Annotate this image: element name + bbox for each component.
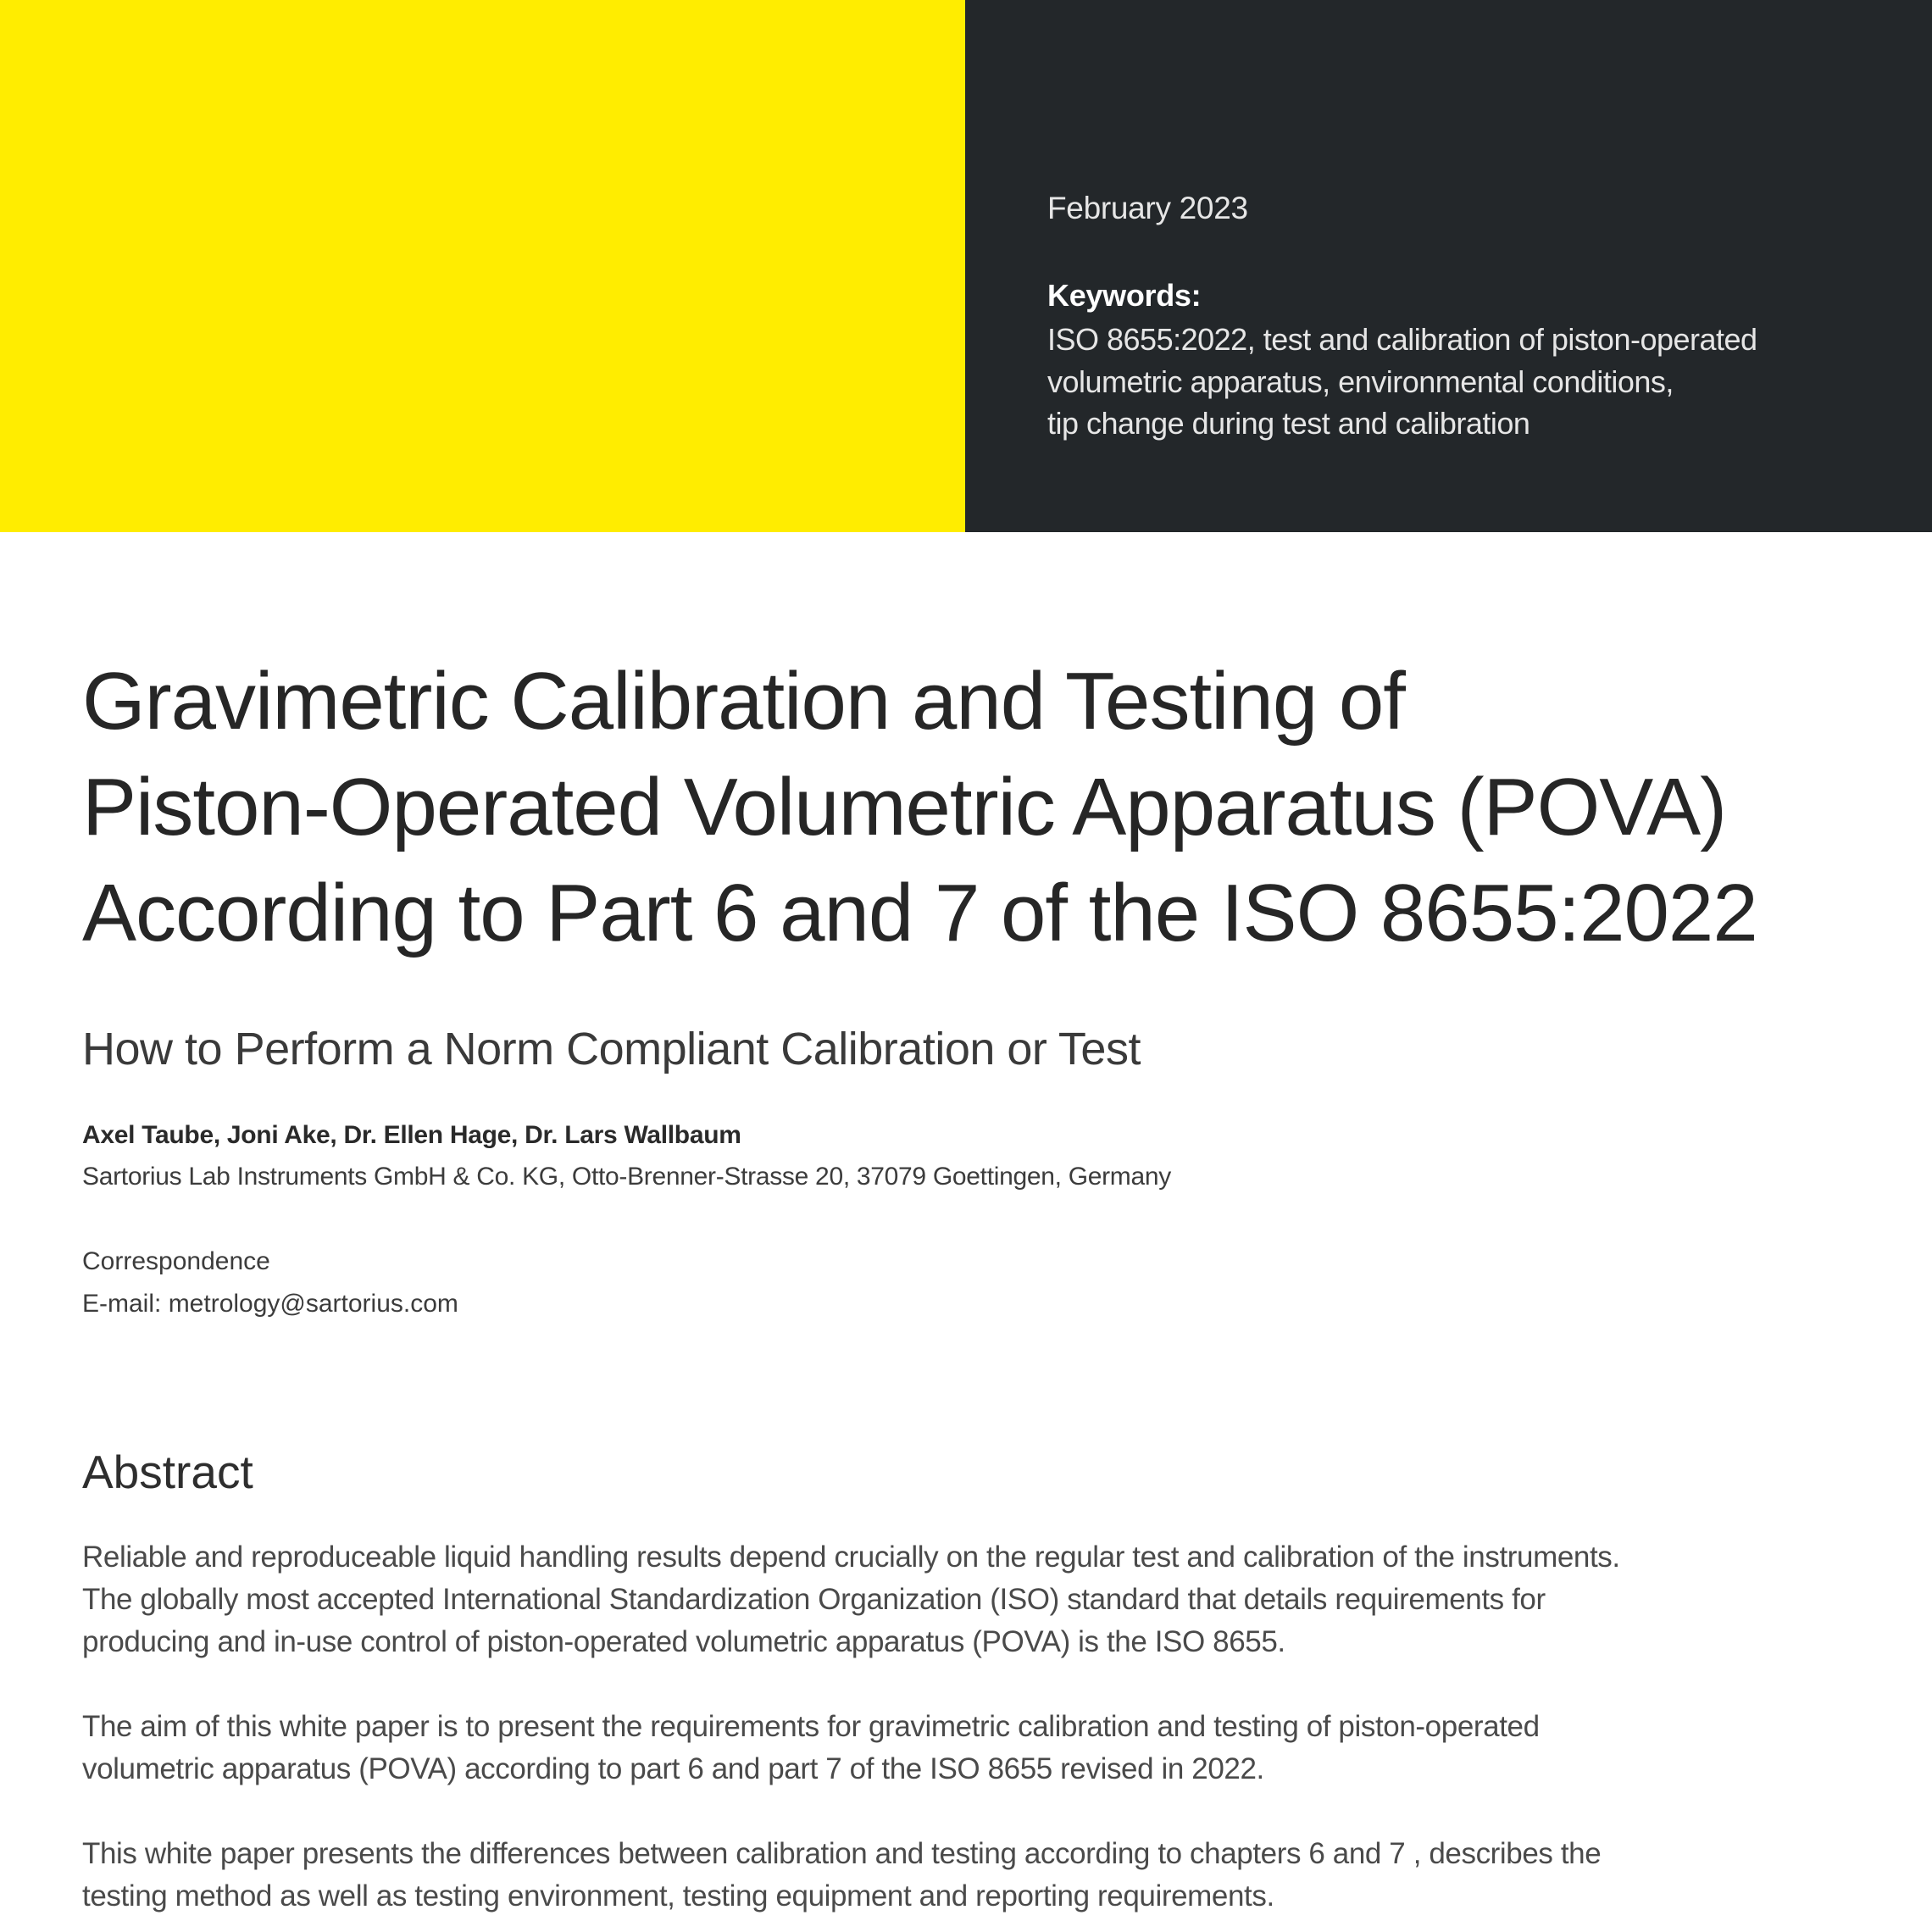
paragraph-line: volumetric apparatus (POVA) according to part 6 and part 7 of the ISO 8655 revised in 2022. [82, 1752, 1264, 1785]
abstract-paragraph [82, 1536, 1620, 1663]
email-address[interactable]: metrology@sartorius.com [168, 1290, 458, 1318]
keywords-line: ISO 8655:2022, test and calibration of piston-operated [1047, 322, 1757, 357]
author-affiliation: Sartorius Lab Instruments GmbH & Co. KG, Otto-Brenner-Strasse 20, 37079 Goettingen, Germany [82, 1163, 1171, 1191]
abstract-paragraph [82, 1706, 1540, 1790]
keywords-line: tip change during test and calibration [1047, 406, 1530, 441]
title-line: According to Part 6 and 7 of the ISO 8655:2022 [82, 868, 1757, 958]
author-list: Axel Taube, Joni Ake, Dr. Ellen Hage, Dr. Lars Wallbaum [82, 1121, 741, 1149]
dark-info-panel [965, 0, 1932, 532]
paragraph-line: The aim of this white paper is to present the requirements for gravimetric calibration and testing of piston-operated [82, 1710, 1540, 1743]
paragraph-line: testing method as well as testing environment, testing equipment and reporting requirements. [82, 1879, 1274, 1913]
correspondence-label: Correspondence [82, 1247, 270, 1275]
cover-header [0, 0, 1932, 532]
abstract-paragraph [82, 1833, 1601, 1918]
yellow-color-block [0, 0, 965, 532]
email-label: E-mail: [82, 1290, 169, 1318]
correspondence-email-line [82, 1289, 458, 1319]
title-line: Piston-Operated Volumetric Apparatus (POVA) [82, 762, 1727, 852]
paragraph-line: The globally most accepted International Standardization Organization (ISO) standard that details requirements for [82, 1583, 1546, 1616]
title-line: Gravimetric Calibration and Testing of [82, 656, 1405, 747]
keywords-label: Keywords: [1047, 278, 1202, 313]
paragraph-line: This white paper presents the differences between calibration and testing according to chapters 6 and 7 , describes the [82, 1837, 1602, 1870]
keywords-line: volumetric apparatus, environmental conditions, [1047, 364, 1674, 399]
paragraph-line: producing and in-use control of piston-operated volumetric apparatus (POVA) is the ISO 8655. [82, 1625, 1285, 1658]
abstract-heading: Abstract [82, 1446, 253, 1498]
publication-date: February 2023 [1047, 191, 1248, 225]
document-subtitle: How to Perform a Norm Compliant Calibration or Test [82, 1024, 1141, 1074]
paragraph-line: Reliable and reproduceable liquid handling results depend crucially on the regular test and calibration of the instruments. [82, 1541, 1620, 1574]
document-title [82, 648, 1757, 966]
keywords-list [1047, 319, 1932, 445]
